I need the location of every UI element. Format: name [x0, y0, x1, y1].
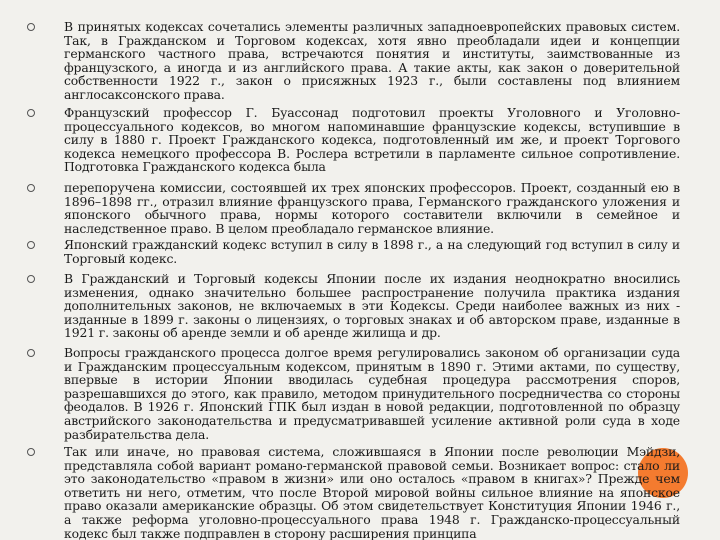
hollow-circle-icon [27, 275, 35, 283]
paragraph-text: В Гражданский и Торговый кодексы Японии после их издания неоднократно вносились изменения, однако значительно большее распространение получила практика издания дополнительных законов, не включаемых в эти Кодексы. Среди наиболее важных из них - изданные в 1899 г. законы о лицензиях, о торговых знаках и об авторском праве, изданные в 1921 г. законы об аренде земли и об аренде жилища и др. [64, 271, 680, 341]
hollow-circle-icon [27, 184, 35, 192]
hollow-circle-icon [27, 349, 35, 357]
hollow-circle-icon [27, 23, 35, 31]
paragraph-text: Вопросы гражданского процесса долгое время регулировались законом об организации суда и Гражданским процессуальным кодексом, принятым в 1890 г. Этими актами, по существу, впервые в истории Японии вводилась судебная процедура рассмотрения споров, разрешавшихся до этого, как правило, методом принудительного посредничества со стороны феодалов. В 1926 г. Японский ГПК был издан в новой редакции, подготовленной по образцу австрийского законодательства и предусматривавшей усиление активной роли суда в ходе разбирательства дела. [64, 345, 680, 442]
paragraph-text: В принятых кодексах сочетались элементы различных западноевропейских правовых систем. Так, в Гражданском и Торговом кодексах, хотя явно преобладали идеи и концепции германского частного права, встречаются понятия и институты, заимствованные из французского, а иногда и из английского права. А такие акты, как закон о доверительной собственности 1922 г., закон о присяжных 1923 г., были составлены под влиянием англосаксонского права. [64, 19, 680, 102]
hollow-circle-icon [27, 241, 35, 249]
paragraph-text: Так или иначе, но правовая система, сложившаяся в Японии после революции Мэйдзи, представляла собой вариант романо-германской правовой семьи. Возникает вопрос: стало ли это законодательство «правом в жизни» или оно осталось «правом в книгах»? Прежде чем ответить ни него, отметим, что после Второй мировой войны сильное влияние на японское право оказали американские образцы. Об этом свидетельствует Конституция Японии 1946 г., а также реформа уголовно-процессуального права 1948 г. Гражданско-процессуальный кодекс был также подправлен в сторону расширения принципа [64, 444, 680, 540]
paragraph-text: Японский гражданский кодекс вступил в силу в 1898 г., а на следующий год вступил в силу и Торговый кодекс. [64, 237, 680, 266]
paragraph-text: перепоручена комиссии, состоявшей их трех японских профессоров. Проект, созданный ею в 1896–1898 гг., отразил влияние французского права, Германского гражданского уложения и японского обычного права, нормы которого составители включили в семейное и наследственное право. В целом преобладало германское влияние. [64, 180, 680, 236]
paragraph-text: Французский профессор Г. Буассонад подготовил проекты Уголовного и Уголовно-процессуального кодексов, во многом напоминавшие французские кодексы, вступившие в силу в 1880 г. Проект Гражданского кодекса, подготовленный им же, и проект Торгового кодекса немецкого профессора В. Рослера встретили в парламенте сильное сопротивление. Подготовка Гражданского кодекса была [64, 105, 680, 175]
hollow-circle-icon [27, 109, 35, 117]
hollow-circle-icon [27, 448, 35, 456]
